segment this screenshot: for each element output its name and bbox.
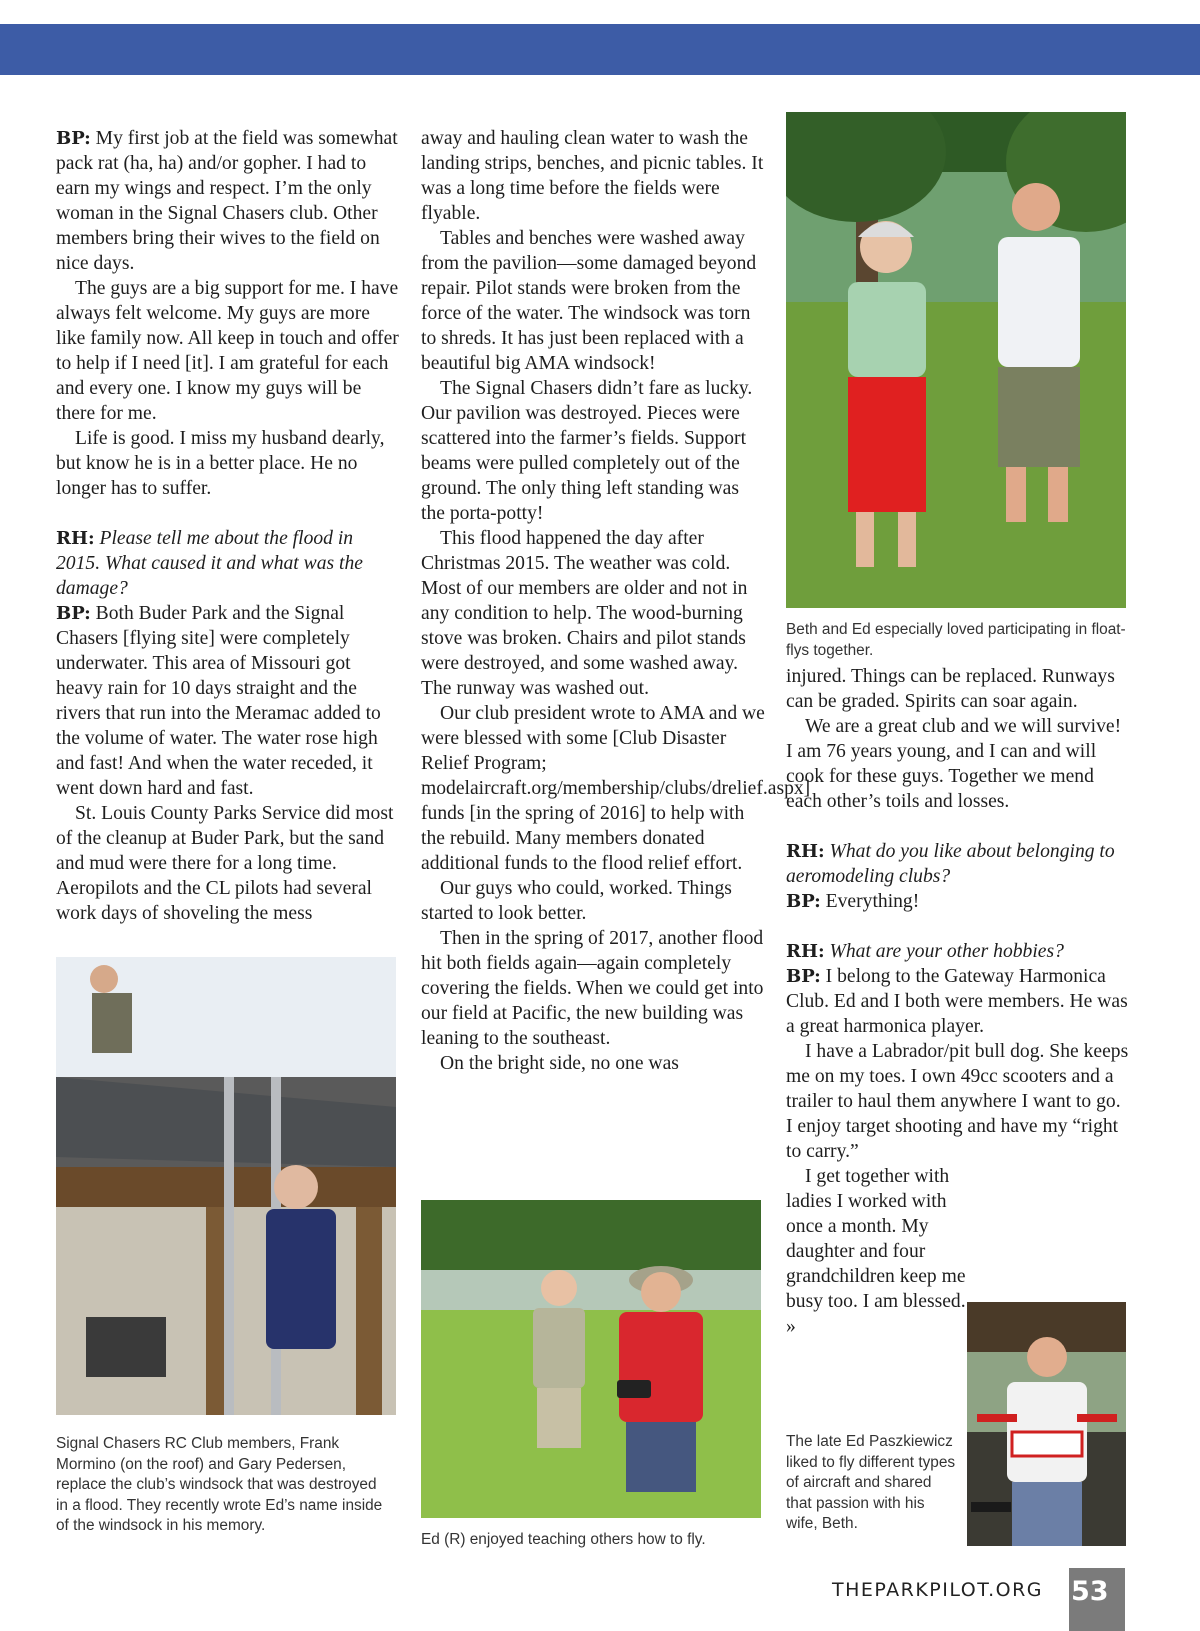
paragraph: This flood happened the day after Christmas 2015. The weather was cold. Most of our members are older and not in any condition to help. The wood-burning stove was broken. Chairs and pilot stands were destroyed, and some washed away. The runway was washed out. <box>421 528 748 699</box>
paragraph: The guys are a big support for me. I have always felt welcome. My guys are more like family now. All keep in touch and offer to help if I need [it]. I am grateful for each and every one. I know my guys will be there for me. <box>56 278 399 424</box>
speaker-label: RH: <box>786 941 825 962</box>
caption-windsock: Signal Chasers RC Club members, Frank Mormino (on the roof) and Gary Pedersen, replace the club’s windsock that was destroyed in a flood. They recently wrote Ed’s name inside of the windsock in his memory. <box>56 1435 383 1534</box>
paragraph: I get together with ladies I worked with once a month. My daughter and four grandchildren keep me busy too. I am blessed. » <box>786 1166 966 1337</box>
speaker-label: BP: <box>786 891 821 912</box>
paragraph: Then in the spring of 2017, another flood hit both fields again—again completely covering the fields. When we could get into our field at Pacific, the new building was leaning to the southeast. <box>421 928 764 1049</box>
question: RH: What do you like about belonging to aeromodeling clubs? <box>786 841 1115 887</box>
paragraph: The Signal Chasers didn’t fare as lucky. Our pavilion was destroyed. Pieces were scattered into the farmer’s fields. Support beams were pulled completely out of the ground. The only thing left standing was the porta-potty! <box>421 378 753 524</box>
paragraph: Our guys who could, worked. Things started to look better. <box>421 878 732 924</box>
answer: BP: Both Buder Park and the Signal Chasers [flying site] were completely underwater. This area of Missouri got heavy rain for 10 days straight and the rivers that run into the Meramac added to the volume of water. The water rose high and fast! And when the water receded, it went down hard and fast. <box>56 603 381 799</box>
paragraph: Our club president wrote to AMA and we were blessed with some [Club Disaster Relief Program; modelaircraft.org/membership/clubs/drelief.aspx] funds [in the spring of 2016] to help with the rebuild. Many members donated additional funds to the flood relief effort. <box>421 703 811 874</box>
speaker-label: RH: <box>56 528 95 549</box>
question: RH: What are your other hobbies? <box>786 941 1064 962</box>
paragraph: Tables and benches were washed away from the pavilion—some damaged beyond repair. Pilot stands were broken from the force of the water. The windsock was torn to shreds. It has just been replaced with a beautiful big AMA windsock! <box>421 228 757 374</box>
answer: BP: Everything! <box>786 891 920 912</box>
answer: BP: I belong to the Gateway Harmonica Club. Ed and I both were members. He was a great harmonica player. <box>786 966 1128 1037</box>
question: RH: Please tell me about the flood in 2015. What caused it and what was the damage? <box>56 528 363 599</box>
photo-windsock-replacement <box>56 957 396 1415</box>
photo-beth-and-ed <box>786 112 1126 608</box>
paragraph: On the bright side, no one was <box>440 1053 679 1074</box>
paragraph: I have a Labrador/pit bull dog. She keeps me on my toes. I own 49cc scooters and a trailer to haul them anywhere I want to go. I enjoy target shooting and have my “right to carry.” <box>786 1041 1129 1162</box>
header-bar <box>0 24 1200 75</box>
speaker-label: BP: <box>56 603 91 624</box>
caption-teaching: Ed (R) enjoyed teaching others how to fly. <box>421 1531 706 1548</box>
paragraph: injured. Things can be replaced. Runways can be graded. Spirits can soar again. <box>786 666 1115 712</box>
speaker-label: RH: <box>786 841 825 862</box>
paragraph: away and hauling clean water to wash the landing strips, benches, and picnic tables. It was a long time before the fields were flyable. <box>421 128 764 224</box>
paragraph: St. Louis County Parks Service did most of the cleanup at Buder Park, but the sand and mud were there for a long time. Aeropilots and the CL pilots had several work days of shoveling the mess <box>56 803 394 924</box>
speaker-label: BP: <box>56 128 91 149</box>
paragraph: Life is good. I miss my husband dearly, but know he is in a better place. He no longer has to suffer. <box>56 428 385 499</box>
photo-teaching-to-fly <box>421 1200 761 1518</box>
speaker-label: BP: <box>786 966 821 987</box>
paragraph: BP: My first job at the field was somewhat pack rat (ha, ha) and/or gopher. I had to earn my wings and respect. I’m the only woman in the Signal Chasers club. Other members bring their wives to the field on nice days. <box>56 128 398 274</box>
paragraph: We are a great club and we will survive! I am 76 years young, and I can and will cook for these guys. Together we mend each other’s toils and losses. <box>786 716 1122 812</box>
article-column-1 <box>56 126 400 926</box>
page-number: 53 <box>1069 1568 1125 1631</box>
article-column-3 <box>786 664 1130 1339</box>
photo-ed-with-drone <box>967 1302 1126 1546</box>
footer-website: THEPARKPILOT.ORG <box>832 1579 1043 1601</box>
caption-beth-and-ed: Beth and Ed especially loved participating in float-flys together. <box>786 621 1126 659</box>
caption-late-ed: The late Ed Paszkiewicz liked to fly different types of aircraft and shared that passion with his wife, Beth. <box>786 1433 956 1532</box>
